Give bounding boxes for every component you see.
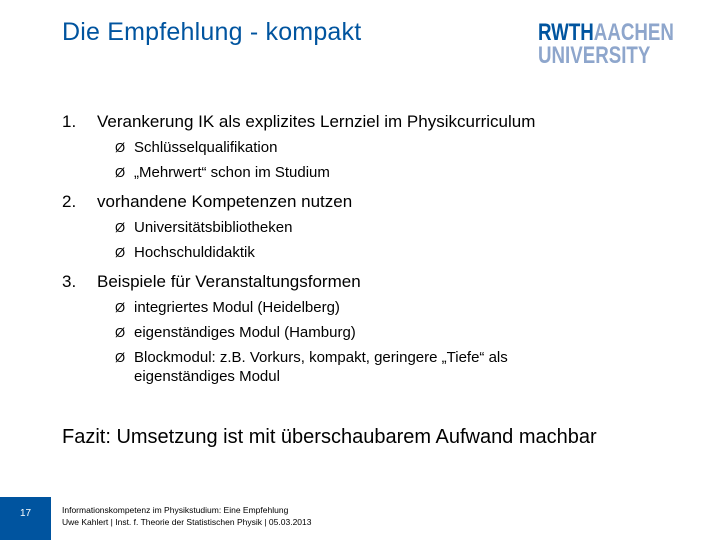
list-item-2 [62,192,352,212]
list-item-text: Beispiele für Veranstaltungsformen [97,272,361,291]
conclusion-text: Fazit: Umsetzung ist mit überschaubarem Aufwand machbar [62,426,597,448]
arrow-bullet-icon: Ø [115,140,126,155]
list-item-number: 3. [62,272,77,291]
arrow-bullet-icon: Ø [115,165,126,180]
sub-item [115,218,292,237]
arrow-bullet-icon: Ø [115,300,126,315]
sub-item-text: eigenständiges Modul (Hamburg) [134,324,356,341]
sub-item [115,298,340,317]
sub-item-text: Schlüsselqualifikation [134,139,278,156]
sub-item [115,323,356,342]
sub-item-text: Hochschuldidaktik [134,244,255,261]
arrow-bullet-icon: Ø [115,350,126,365]
footer-line-1: Informationskompetenz im Physikstudium: Eine Empfehlung [62,505,289,515]
arrow-bullet-icon: Ø [115,325,126,340]
logo-rwth-text: RWTH [538,19,594,46]
sub-item-text: Universitätsbibliotheken [134,219,293,236]
logo-aachen-text: AACHEN [593,19,674,46]
footer-text [62,504,311,528]
sub-item-text: Blockmodul: z.B. Vorkurs, kompakt, geringere „Tiefe“ als eigenständiges Modul [134,349,508,385]
list-item-number: 2. [62,192,77,211]
logo-line-2: UNIVERSITY [538,42,651,69]
slide-title: Die Empfehlung - kompakt [62,18,362,46]
sub-item [115,163,330,182]
list-item-1 [62,112,535,132]
arrow-bullet-icon: Ø [115,245,126,260]
list-item-text: vorhandene Kompetenzen nutzen [97,192,353,211]
page-number: 17 [19,508,32,519]
sub-item-text: integriertes Modul (Heidelberg) [134,299,340,316]
list-item-number: 1. [62,112,77,131]
sub-item-text: „Mehrwert“ schon im Studium [134,164,330,181]
list-item-3 [62,272,361,292]
footer-line-2: Uwe Kahlert | Inst. f. Theorie der Statistischen Physik | 05.03.2013 [62,517,312,527]
sub-item [115,348,604,386]
sub-item [115,138,277,157]
list-item-text: Verankerung IK als explizites Lernziel im Physikcurriculum [97,112,536,131]
arrow-bullet-icon: Ø [115,220,126,235]
sub-item [115,243,255,262]
